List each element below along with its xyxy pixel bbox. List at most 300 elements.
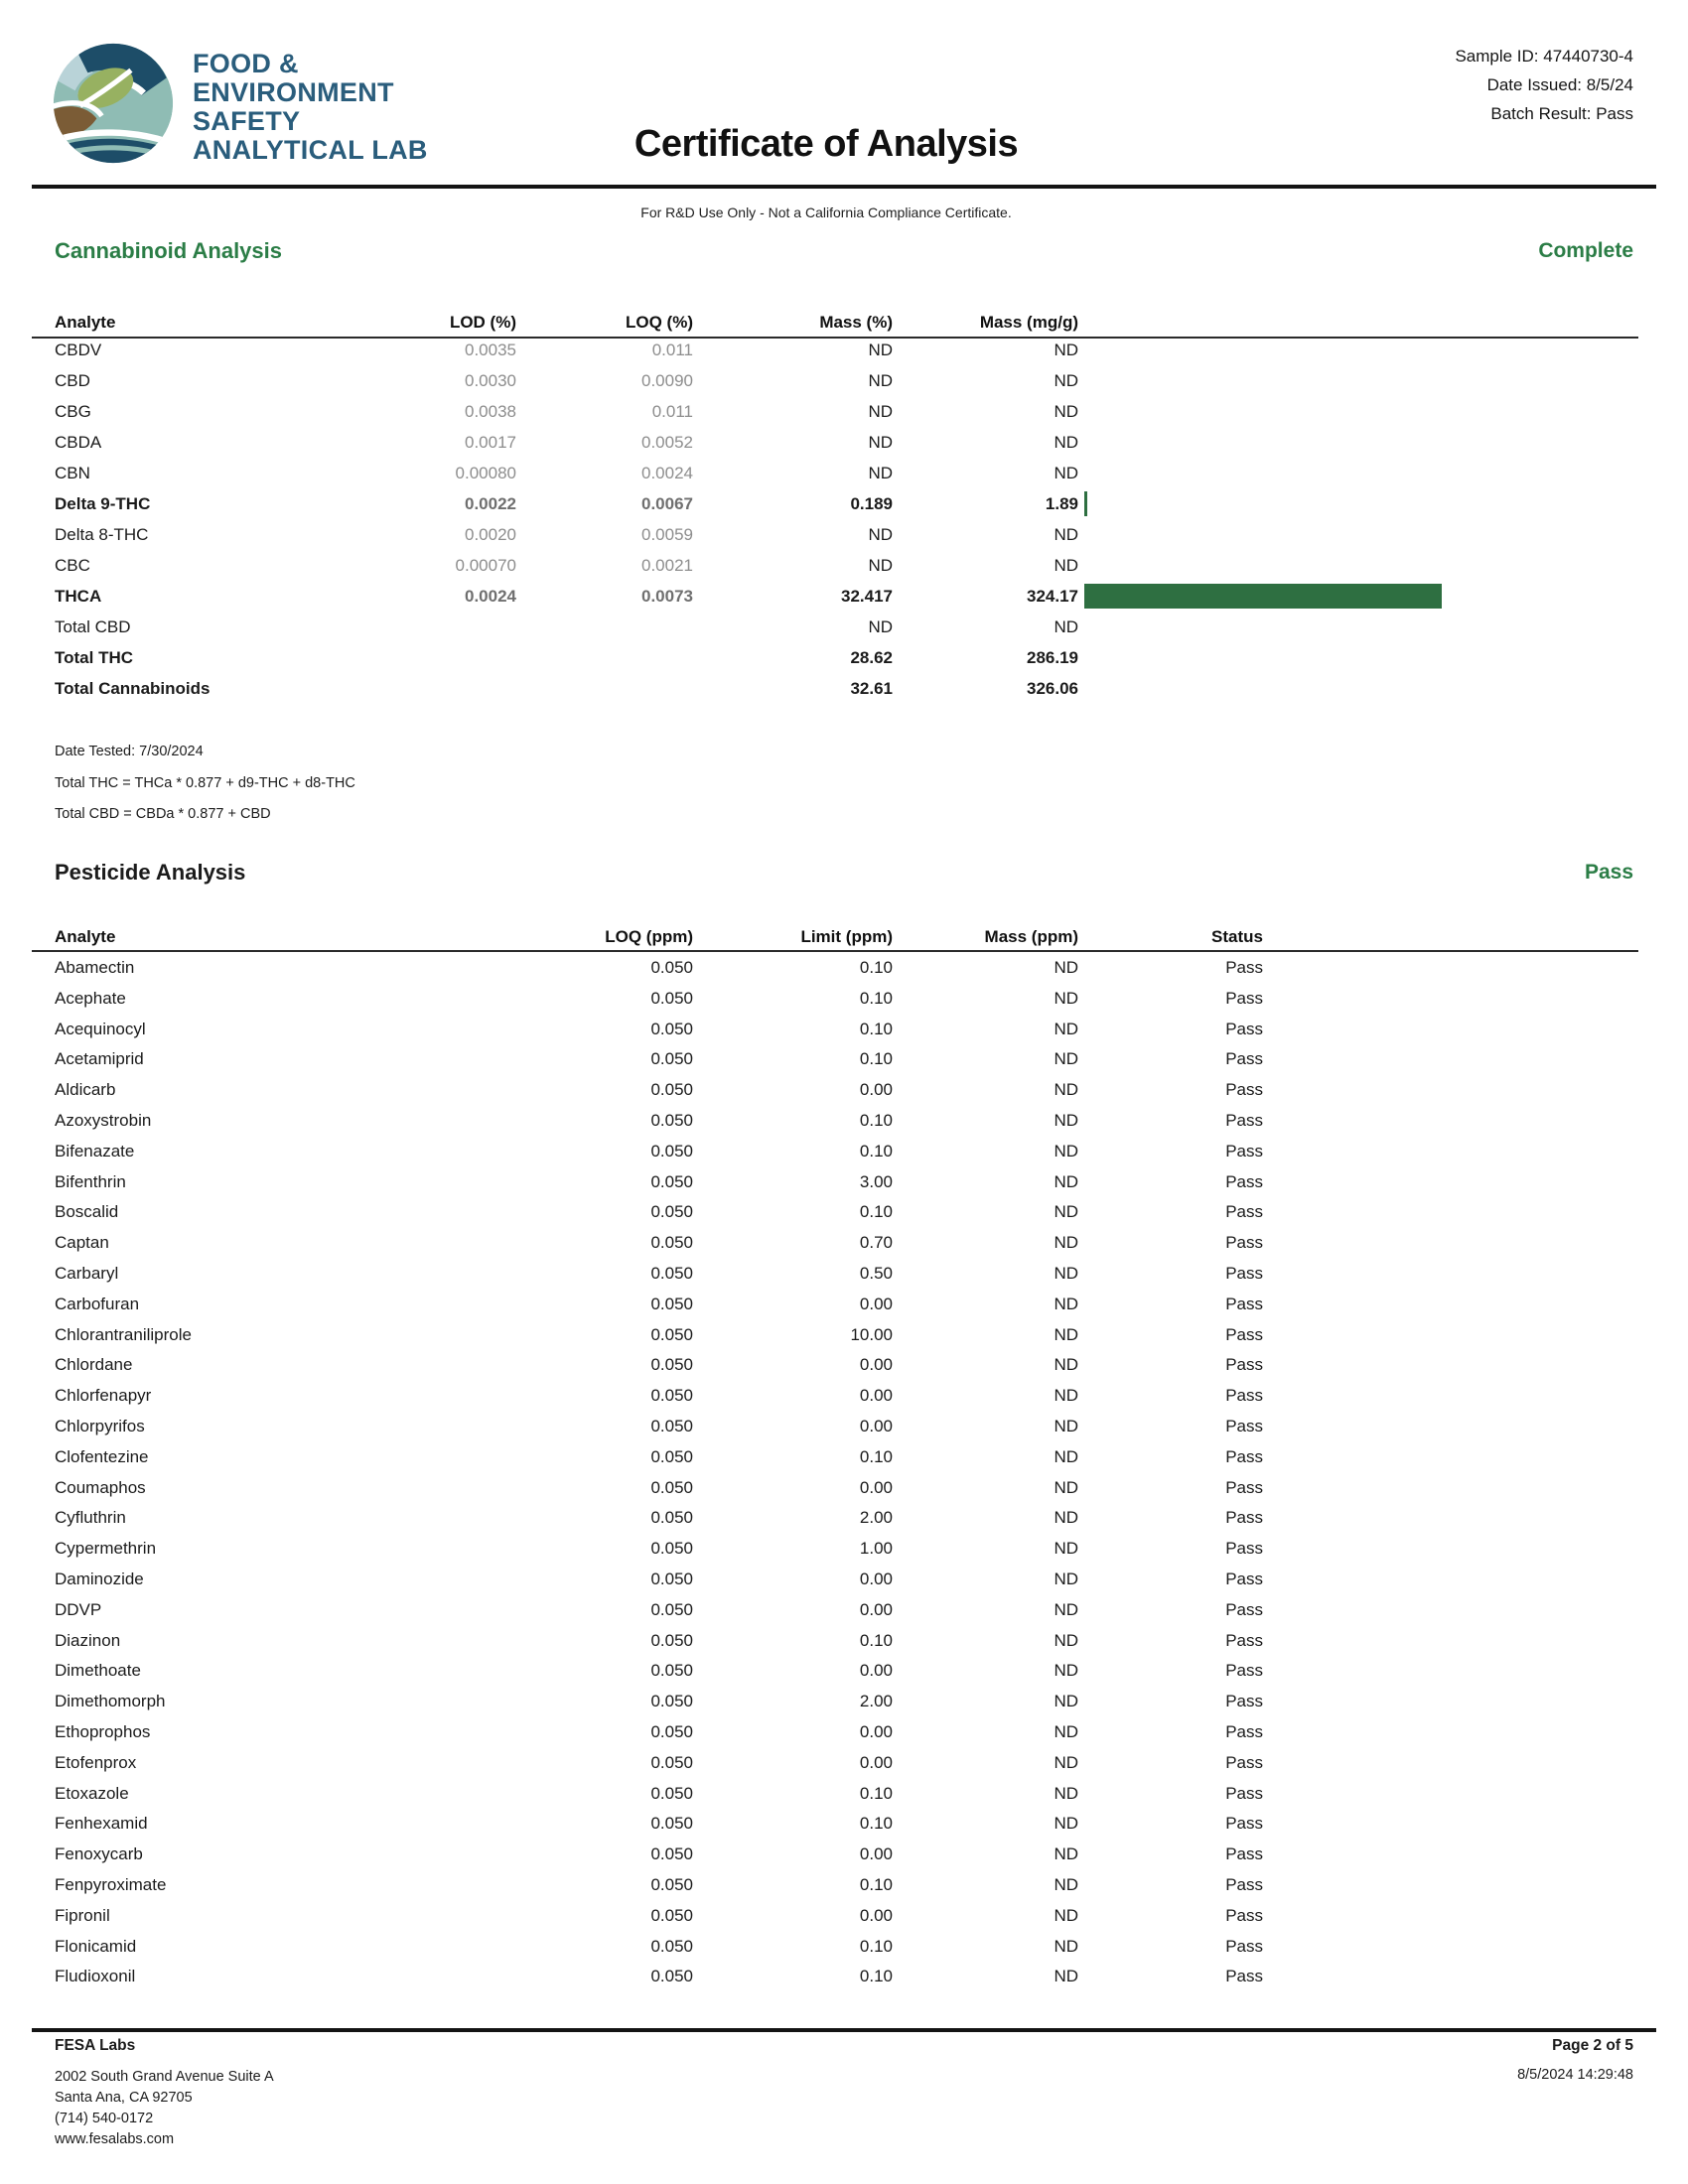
cannabinoid-table-body [0, 335, 1688, 704]
mass-pct-cell: ND [868, 341, 893, 359]
loq-cell: 0.050 [650, 1661, 693, 1681]
mass-cell: ND [1054, 1721, 1078, 1741]
footer-website: www.fesalabs.com [55, 2131, 175, 2147]
loq-cell: 0.050 [650, 1630, 693, 1650]
cannabinoid-row [0, 550, 1688, 581]
pesticide-row [0, 1595, 1688, 1626]
mass-cell: ND [1054, 1508, 1078, 1528]
footer-page-number: Page 2 of 5 [1552, 2037, 1633, 2054]
analyte-cell: Diazinon [55, 1630, 121, 1650]
pesticide-section-title: Pesticide Analysis [55, 860, 246, 885]
compliance-subtitle: For R&D Use Only - Not a California Compliance Certificate. [640, 205, 1012, 220]
status-cell: Pass [1225, 1202, 1263, 1222]
status-cell: Pass [1225, 1386, 1263, 1406]
mass-cell: ND [1054, 1783, 1078, 1803]
mass-cell: ND [1054, 1294, 1078, 1313]
analyte-cell: Chlorfenapyr [55, 1386, 152, 1406]
mass-cell: ND [1054, 1355, 1078, 1375]
mass-cell: ND [1054, 1386, 1078, 1406]
analyte-cell: Fenhexamid [55, 1814, 148, 1834]
pesticide-row [0, 1779, 1688, 1810]
limit-cell: 0.10 [859, 958, 893, 977]
status-cell: Pass [1225, 1874, 1263, 1894]
mass-pct-cell: ND [868, 556, 893, 575]
mass-pct-cell: 0.189 [850, 494, 893, 513]
footer-address-line: Santa Ana, CA 92705 [55, 2090, 193, 2106]
batch-result: Batch Result: Pass [1490, 104, 1633, 123]
loq-cell: 0.050 [650, 1814, 693, 1834]
status-cell: Pass [1225, 1508, 1263, 1528]
mass-cell: ND [1054, 1630, 1078, 1650]
loq-cell: 0.0059 [641, 525, 693, 544]
loq-cell: 0.0067 [641, 494, 693, 513]
pesticide-row [0, 1748, 1688, 1779]
pesticide-row [0, 1901, 1688, 1932]
loq-cell: 0.050 [650, 1783, 693, 1803]
limit-cell: 2.00 [859, 1692, 893, 1711]
logo-line: SAFETY [193, 106, 301, 136]
total-cbd-formula: Total CBD = CBDa * 0.877 + CBD [55, 806, 271, 822]
mass-pct-cell: 32.61 [850, 679, 893, 698]
status-cell: Pass [1225, 1539, 1263, 1559]
mass-cell: ND [1054, 1049, 1078, 1069]
mass-cell: ND [1054, 1569, 1078, 1588]
pesticide-section-status: Pass [1584, 861, 1633, 884]
loq-cell: 0.050 [650, 1539, 693, 1559]
column-header-limit: Limit (ppm) [800, 927, 893, 946]
limit-cell: 0.00 [859, 1844, 893, 1864]
loq-cell: 0.0021 [641, 556, 693, 575]
limit-cell: 0.70 [859, 1233, 893, 1253]
loq-cell: 0.050 [650, 1171, 693, 1191]
limit-cell: 0.10 [859, 1446, 893, 1466]
status-cell: Pass [1225, 1446, 1263, 1466]
lod-cell: 0.0017 [465, 433, 516, 452]
pesticide-row [0, 1075, 1688, 1106]
limit-cell: 0.10 [859, 1783, 893, 1803]
mass-cell: ND [1054, 988, 1078, 1008]
pesticide-row [0, 1228, 1688, 1259]
mass-cell: ND [1054, 1171, 1078, 1191]
mass-mgg-cell: ND [1054, 525, 1078, 544]
analyte-cell: Chlorantraniliprole [55, 1324, 192, 1344]
loq-cell: 0.050 [650, 1967, 693, 1986]
column-header-mass: Mass (ppm) [984, 927, 1078, 946]
limit-cell: 0.00 [859, 1599, 893, 1619]
loq-cell: 0.050 [650, 1844, 693, 1864]
mass-pct-cell: ND [868, 617, 893, 636]
status-cell: Pass [1225, 1814, 1263, 1834]
limit-cell: 0.00 [859, 1386, 893, 1406]
status-cell: Pass [1225, 1110, 1263, 1130]
mass-mgg-cell: ND [1054, 371, 1078, 390]
pesticide-row [0, 1320, 1688, 1351]
status-cell: Pass [1225, 1967, 1263, 1986]
analyte-cell: Azoxystrobin [55, 1110, 152, 1130]
analyte-cell: Abamectin [55, 958, 135, 977]
limit-cell: 0.10 [859, 1874, 893, 1894]
analyte-cell: Etoxazole [55, 1783, 129, 1803]
mass-bar [1084, 491, 1087, 516]
lod-cell: 0.00070 [455, 556, 516, 575]
cannabinoid-row [0, 642, 1688, 673]
column-header-status: Status [1211, 927, 1263, 946]
pesticide-row [0, 1870, 1688, 1901]
analyte-cell: Delta 9-THC [55, 494, 151, 513]
mass-cell: ND [1054, 1692, 1078, 1711]
loq-cell: 0.0090 [641, 371, 693, 390]
loq-cell: 0.050 [650, 1049, 693, 1069]
mass-cell: ND [1054, 1233, 1078, 1253]
mass-cell: ND [1054, 1416, 1078, 1435]
pesticide-row [0, 1809, 1688, 1840]
cannabinoid-row [0, 458, 1688, 488]
analyte-cell: Bifenthrin [55, 1171, 126, 1191]
analyte-cell: Boscalid [55, 1202, 119, 1222]
pesticide-row [0, 1717, 1688, 1748]
mass-cell: ND [1054, 1814, 1078, 1834]
limit-cell: 0.50 [859, 1263, 893, 1283]
loq-cell: 0.050 [650, 1508, 693, 1528]
mass-pct-cell: ND [868, 433, 893, 452]
mass-cell: ND [1054, 1080, 1078, 1100]
mass-mgg-cell: 1.89 [1045, 494, 1078, 513]
status-cell: Pass [1225, 1661, 1263, 1681]
mass-cell: ND [1054, 1019, 1078, 1038]
pesticide-row [0, 1381, 1688, 1412]
logo-line: FOOD & [193, 49, 299, 78]
mass-cell: ND [1054, 1446, 1078, 1466]
lod-cell: 0.00080 [455, 464, 516, 482]
status-cell: Pass [1225, 1233, 1263, 1253]
pesticide-row [0, 1350, 1688, 1381]
analyte-cell: Dimethoate [55, 1661, 141, 1681]
loq-cell: 0.050 [650, 1202, 693, 1222]
pesticide-header-rule [32, 950, 1638, 952]
mass-pct-cell: ND [868, 464, 893, 482]
analyte-cell: Acetamiprid [55, 1049, 144, 1069]
loq-cell: 0.050 [650, 1019, 693, 1038]
loq-cell: 0.050 [650, 1263, 693, 1283]
analyte-cell: CBN [55, 464, 90, 482]
loq-cell: 0.050 [650, 1721, 693, 1741]
logo-line: ANALYTICAL LAB [193, 135, 428, 165]
cannabinoid-row [0, 519, 1688, 550]
status-cell: Pass [1225, 1692, 1263, 1711]
mass-cell: ND [1054, 1967, 1078, 1986]
analyte-cell: CBG [55, 402, 91, 421]
mass-pct-cell: ND [868, 525, 893, 544]
mass-mgg-cell: ND [1054, 617, 1078, 636]
mass-cell: ND [1054, 1874, 1078, 1894]
pesticide-row [0, 1167, 1688, 1198]
loq-cell: 0.050 [650, 1692, 693, 1711]
mass-pct-cell: 32.417 [841, 587, 893, 606]
analyte-cell: CBC [55, 556, 90, 575]
limit-cell: 0.00 [859, 1661, 893, 1681]
mass-mgg-cell: 286.19 [1027, 648, 1078, 667]
loq-cell: 0.050 [650, 1141, 693, 1160]
lod-cell: 0.0022 [465, 494, 516, 513]
mass-mgg-cell: ND [1054, 464, 1078, 482]
loq-cell: 0.0073 [641, 587, 693, 606]
loq-cell: 0.050 [650, 1080, 693, 1100]
cannabinoid-row [0, 365, 1688, 396]
status-cell: Pass [1225, 1599, 1263, 1619]
limit-cell: 0.00 [859, 1080, 893, 1100]
analyte-cell: Fludioxonil [55, 1967, 136, 1986]
mass-cell: ND [1054, 1905, 1078, 1925]
mass-pct-cell: 28.62 [850, 648, 893, 667]
loq-cell: 0.0052 [641, 433, 693, 452]
loq-cell: 0.050 [650, 1477, 693, 1497]
analyte-cell: CBD [55, 371, 90, 390]
analyte-cell: Bifenazate [55, 1141, 135, 1160]
analyte-cell: CBDV [55, 341, 102, 359]
limit-cell: 0.10 [859, 1202, 893, 1222]
analyte-cell: Clofentezine [55, 1446, 149, 1466]
pesticide-row [0, 953, 1688, 984]
cannabinoid-row [0, 673, 1688, 704]
pesticide-row [0, 1962, 1688, 1992]
loq-cell: 0.050 [650, 1874, 693, 1894]
analyte-cell: Chlorpyrifos [55, 1416, 145, 1435]
cannabinoid-notes [55, 737, 355, 831]
sample-id: Sample ID: 47440730-4 [1455, 47, 1633, 66]
pesticide-row [0, 1044, 1688, 1075]
cannabinoid-row [0, 612, 1688, 642]
status-cell: Pass [1225, 1080, 1263, 1100]
limit-cell: 3.00 [859, 1171, 893, 1191]
analyte-cell: Delta 8-THC [55, 525, 149, 544]
mass-pct-cell: ND [868, 402, 893, 421]
loq-cell: 0.050 [650, 1599, 693, 1619]
mass-mgg-cell: ND [1054, 556, 1078, 575]
analyte-cell: Fenoxycarb [55, 1844, 143, 1864]
analyte-cell: Ethoprophos [55, 1721, 151, 1741]
pesticide-row [0, 1015, 1688, 1045]
loq-cell: 0.050 [650, 988, 693, 1008]
analyte-cell: THCA [55, 587, 102, 606]
analyte-cell: Daminozide [55, 1569, 144, 1588]
status-cell: Pass [1225, 1294, 1263, 1313]
status-cell: Pass [1225, 1936, 1263, 1956]
loq-cell: 0.011 [651, 402, 693, 421]
footer-divider [32, 2028, 1656, 2032]
column-header-mass-pct: Mass (%) [819, 313, 893, 332]
loq-cell: 0.011 [651, 341, 693, 359]
status-cell: Pass [1225, 1049, 1263, 1069]
loq-cell: 0.050 [650, 958, 693, 977]
limit-cell: 0.10 [859, 1814, 893, 1834]
limit-cell: 0.10 [859, 1110, 893, 1130]
status-cell: Pass [1225, 958, 1263, 977]
pesticide-row [0, 1565, 1688, 1595]
cannabinoid-section-title: Cannabinoid Analysis [55, 238, 283, 263]
analyte-cell: Total Cannabinoids [55, 679, 211, 698]
column-header-analyte: Analyte [55, 313, 116, 332]
pesticide-row [0, 984, 1688, 1015]
mass-cell: ND [1054, 1324, 1078, 1344]
analyte-cell: DDVP [55, 1599, 102, 1619]
loq-cell: 0.050 [650, 1752, 693, 1772]
status-cell: Pass [1225, 1141, 1263, 1160]
analyte-cell: Acequinocyl [55, 1019, 146, 1038]
analyte-cell: Carbofuran [55, 1294, 140, 1313]
mass-bar [1084, 584, 1442, 609]
limit-cell: 0.00 [859, 1905, 893, 1925]
status-cell: Pass [1225, 988, 1263, 1008]
mass-cell: ND [1054, 1539, 1078, 1559]
loq-cell: 0.050 [650, 1416, 693, 1435]
loq-cell: 0.050 [650, 1446, 693, 1466]
analyte-cell: Aldicarb [55, 1080, 116, 1100]
status-cell: Pass [1225, 1171, 1263, 1191]
analyte-cell: Dimethomorph [55, 1692, 166, 1711]
logo-line: ENVIRONMENT [193, 77, 394, 107]
analyte-cell: Cyfluthrin [55, 1508, 126, 1528]
cannabinoid-row [0, 581, 1688, 612]
limit-cell: 0.10 [859, 1936, 893, 1956]
pesticide-row [0, 1932, 1688, 1963]
analyte-cell: Flonicamid [55, 1936, 137, 1956]
status-cell: Pass [1225, 1721, 1263, 1741]
footer-timestamp: 8/5/2024 14:29:48 [1517, 2067, 1633, 2083]
pesticide-row [0, 1290, 1688, 1320]
header-divider [32, 185, 1656, 189]
cannabinoid-table-header [0, 310, 1688, 336]
status-cell: Pass [1225, 1355, 1263, 1375]
pesticide-row [0, 1442, 1688, 1473]
loq-cell: 0.050 [650, 1324, 693, 1344]
column-header-lod: LOD (%) [449, 313, 516, 332]
cannabinoid-row [0, 396, 1688, 427]
limit-cell: 0.10 [859, 1049, 893, 1069]
limit-cell: 2.00 [859, 1508, 893, 1528]
cannabinoid-row [0, 427, 1688, 458]
analyte-cell: Fenpyroximate [55, 1874, 167, 1894]
footer-phone: (714) 540-0172 [55, 2111, 154, 2126]
status-cell: Pass [1225, 1905, 1263, 1925]
limit-cell: 0.00 [859, 1416, 893, 1435]
limit-cell: 0.00 [859, 1569, 893, 1588]
analyte-cell: Total THC [55, 648, 134, 667]
cannabinoid-row [0, 488, 1688, 519]
analyte-cell: Cypermethrin [55, 1539, 157, 1559]
pesticide-table-header [0, 924, 1688, 950]
pesticide-row [0, 1534, 1688, 1565]
status-cell: Pass [1225, 1783, 1263, 1803]
mass-mgg-cell: 326.06 [1027, 679, 1078, 698]
document-title: Certificate of Analysis [633, 123, 1019, 165]
pesticide-row [0, 1626, 1688, 1657]
limit-cell: 0.10 [859, 1019, 893, 1038]
mass-pct-cell: ND [868, 371, 893, 390]
analyte-cell: Coumaphos [55, 1477, 146, 1497]
mass-cell: ND [1054, 1110, 1078, 1130]
mass-cell: ND [1054, 1599, 1078, 1619]
limit-cell: 0.10 [859, 988, 893, 1008]
limit-cell: 0.10 [859, 1630, 893, 1650]
pesticide-row [0, 1503, 1688, 1534]
mass-mgg-cell: ND [1054, 433, 1078, 452]
limit-cell: 0.00 [859, 1294, 893, 1313]
pesticide-row [0, 1687, 1688, 1717]
loq-cell: 0.050 [650, 1569, 693, 1588]
pesticide-row [0, 1259, 1688, 1290]
pesticide-table-body [0, 953, 1688, 1992]
lod-cell: 0.0038 [465, 402, 516, 421]
mass-cell: ND [1054, 1477, 1078, 1497]
limit-cell: 0.00 [859, 1752, 893, 1772]
loq-cell: 0.050 [650, 1233, 693, 1253]
loq-cell: 0.050 [650, 1905, 693, 1925]
status-cell: Pass [1225, 1630, 1263, 1650]
limit-cell: 0.00 [859, 1477, 893, 1497]
pesticide-row [0, 1473, 1688, 1504]
limit-cell: 0.10 [859, 1967, 893, 1986]
limit-cell: 0.10 [859, 1141, 893, 1160]
cannabinoid-row [0, 335, 1688, 365]
pesticide-row [0, 1656, 1688, 1687]
status-cell: Pass [1225, 1752, 1263, 1772]
sample-meta [1455, 42, 1633, 128]
loq-cell: 0.050 [650, 1110, 693, 1130]
mass-cell: ND [1054, 1936, 1078, 1956]
loq-cell: 0.050 [650, 1936, 693, 1956]
analyte-cell: Captan [55, 1233, 109, 1253]
loq-cell: 0.050 [650, 1386, 693, 1406]
column-header-loq: LOQ (%) [626, 313, 693, 332]
pesticide-row [0, 1137, 1688, 1167]
loq-cell: 0.050 [650, 1355, 693, 1375]
status-cell: Pass [1225, 1263, 1263, 1283]
lod-cell: 0.0035 [465, 341, 516, 359]
column-header-mass-mgg: Mass (mg/g) [979, 313, 1078, 332]
status-cell: Pass [1225, 1416, 1263, 1435]
mass-cell: ND [1054, 1844, 1078, 1864]
lod-cell: 0.0020 [465, 525, 516, 544]
column-header-loq: LOQ (ppm) [605, 927, 693, 946]
footer-address [55, 2067, 274, 2150]
lod-cell: 0.0030 [465, 371, 516, 390]
pesticide-row [0, 1840, 1688, 1870]
status-cell: Pass [1225, 1844, 1263, 1864]
analyte-cell: Chlordane [55, 1355, 133, 1375]
loq-cell: 0.050 [650, 1294, 693, 1313]
status-cell: Pass [1225, 1019, 1263, 1038]
limit-cell: 0.00 [859, 1721, 893, 1741]
mass-cell: ND [1054, 1202, 1078, 1222]
analyte-cell: Acephate [55, 988, 126, 1008]
mass-cell: ND [1054, 958, 1078, 977]
pesticide-row [0, 1106, 1688, 1137]
footer-lab-name: FESA Labs [55, 2037, 136, 2054]
mass-mgg-cell: ND [1054, 341, 1078, 359]
total-thc-formula: Total THC = THCa * 0.877 + d9-THC + d8-THC [55, 774, 355, 791]
cannabinoid-section-status: Complete [1538, 239, 1633, 262]
mass-cell: ND [1054, 1141, 1078, 1160]
column-header-analyte: Analyte [55, 927, 116, 946]
date-tested-note: Date Tested: 7/30/2024 [55, 744, 204, 759]
mass-cell: ND [1054, 1661, 1078, 1681]
mass-cell: ND [1054, 1752, 1078, 1772]
analyte-cell: Etofenprox [55, 1752, 137, 1772]
analyte-cell: Fipronil [55, 1905, 110, 1925]
analyte-cell: Carbaryl [55, 1263, 119, 1283]
pesticide-row [0, 1197, 1688, 1228]
pesticide-row [0, 1412, 1688, 1442]
